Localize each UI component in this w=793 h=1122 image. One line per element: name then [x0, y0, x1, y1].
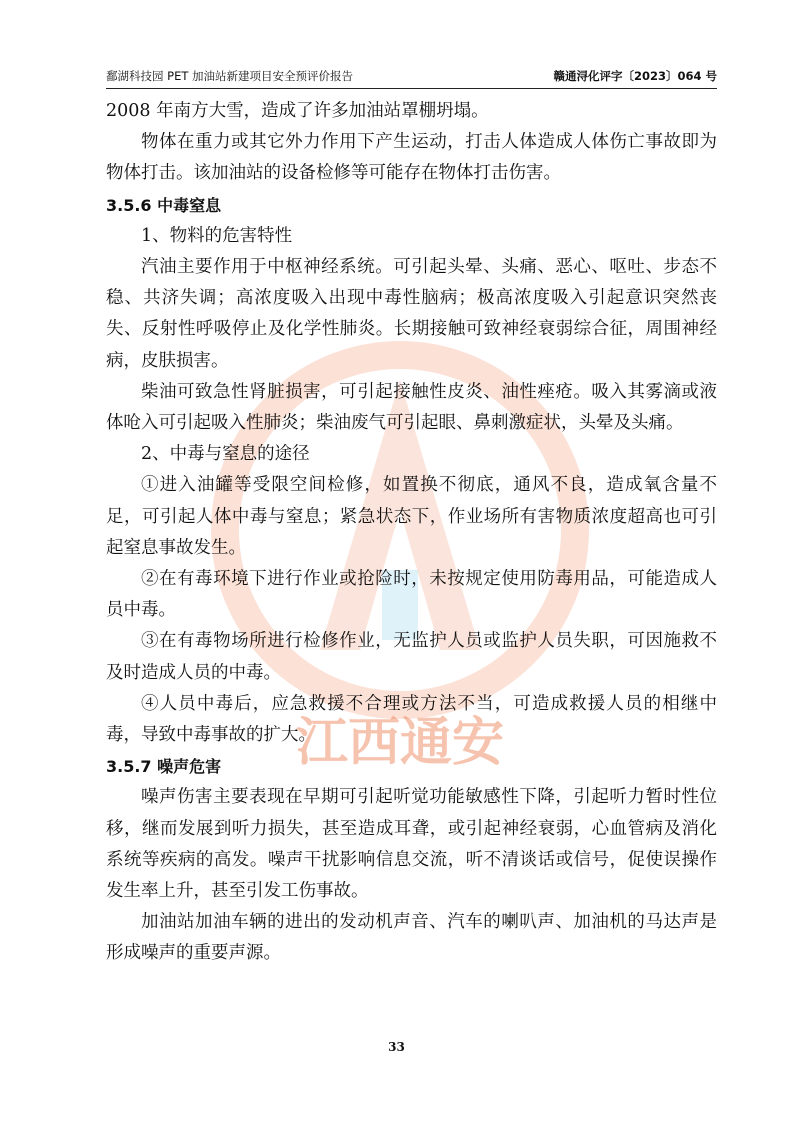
page-number: 33 — [388, 1040, 405, 1054]
document-number: 赣通浔化评字〔2023〕064 号 — [553, 69, 717, 83]
page-content — [106, 96, 717, 970]
list-item: ③在有毒物场所进行检修作业，无监护人员或监护人员失职，可因施救不及时造成人员的中毒。 — [106, 631, 717, 683]
paragraph: 汽油主要作用于中枢神经系统。可引起头晕、头痛、恶心、呕吐、步态不稳、共济失调；高浓度吸入出现中毒性脑病；极高浓度吸入引起意识突然丧失、反射性呼吸停止及化学性肺炎。长期接触可致神经衰弱综合征，周围神经病，皮肤损害。 — [106, 257, 717, 371]
list-item: ②在有毒环境下进行作业或抢险时，未按规定使用防毒用品，可能造成人员中毒。 — [106, 569, 717, 621]
report-title: 鄱湖科技园 PET 加油站新建项目安全预评价报告 — [106, 69, 354, 83]
list-item: ④人员中毒后，应急救援不合理或方法不当，可造成救援人员的相继中毒，导致中毒事故的扩大。 — [106, 693, 717, 746]
section-heading-3-5-7: 3.5.7 噪声危害 — [106, 757, 222, 777]
section-heading-3-5-6: 3.5.6 中毒窒息 — [106, 195, 222, 215]
paragraph: 物体在重力或其它外力作用下产生运动，打击人体造成人体伤亡事故即为物体打击。该加油站的设备检修等可能存在物体打击伤害。 — [106, 132, 717, 184]
list-item: ①进入油罐等受限空间检修，如置换不彻底，通风不良，造成氧含量不足，可引起人体中毒与窒息；紧急状态下，作业场所有害物质浓度超高也可引起窒息事故发生。 — [106, 475, 717, 558]
paragraph: 加油站加油车辆的进出的发动机声音、汽车的喇叭声、加油机的马达声是形成噪声的重要声源。 — [106, 912, 717, 964]
subheading: 2、中毒与窒息的途径 — [141, 444, 310, 465]
paragraph: 2008 年南方大雪，造成了许多加油站罩棚坍塌。 — [106, 101, 489, 121]
paragraph: 噪声伤害主要表现在早期可引起听觉功能敏感性下降，引起听力暂时性位移，继而发展到听力损失，甚至造成耳聋，或引起神经衰弱，心血管病及消化系统等疾病的高发。噪声干扰影响信息交流，听不清谈话或信号，促使误操作发生率上升，甚至引发工伤事故。 — [106, 787, 717, 902]
watermark-text: 江西通安 — [295, 713, 505, 773]
subheading: 1、物料的危害特性 — [141, 225, 293, 246]
paragraph: 柴油可致急性肾脏损害，可引起接触性皮炎、油性痤疮。吸入其雾滴或液体呛入可引起吸入性肺炎；柴油废气可引起眼、鼻刺激症状，头晕及头痛。 — [106, 381, 717, 434]
page-header — [106, 64, 717, 89]
